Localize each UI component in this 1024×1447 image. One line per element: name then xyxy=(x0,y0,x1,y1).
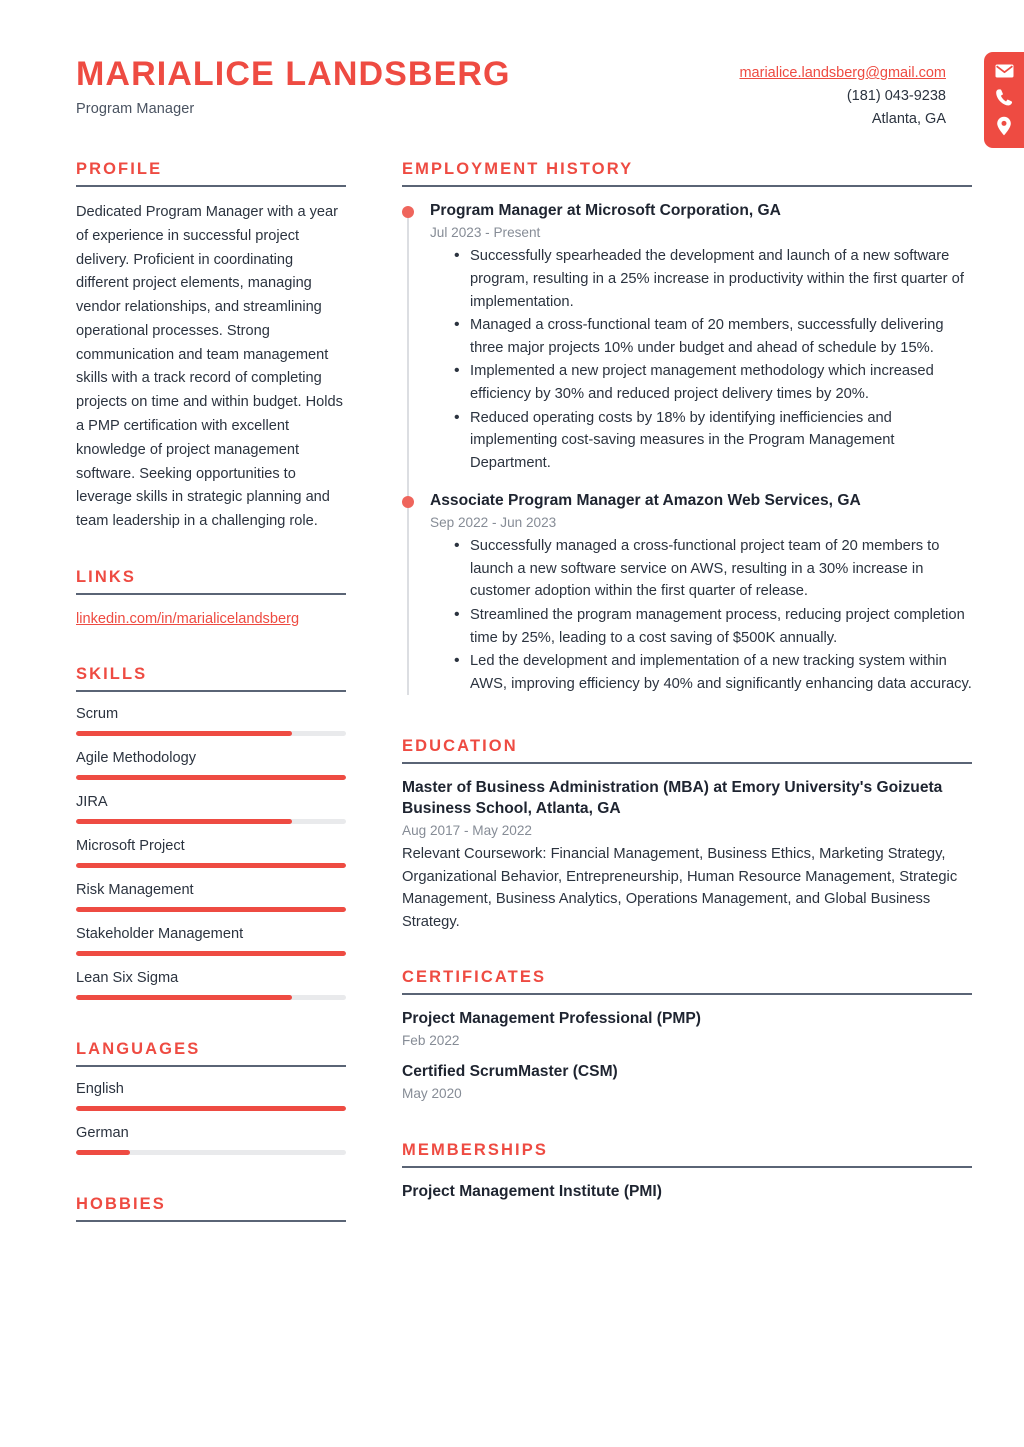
section-title-links: LINKS xyxy=(76,567,136,586)
skill-label: JIRA xyxy=(76,793,108,810)
spacer xyxy=(76,639,346,665)
employment-entry xyxy=(402,491,972,696)
section-divider xyxy=(76,593,346,595)
section-title-hobbies: HOBBIES xyxy=(76,1194,166,1213)
spacer xyxy=(402,711,972,737)
section-divider xyxy=(76,690,346,692)
education-entry xyxy=(402,778,972,933)
spacer xyxy=(76,542,346,568)
language-bar-track xyxy=(76,1106,346,1111)
section-divider xyxy=(76,1065,346,1067)
section-languages xyxy=(76,1040,346,1155)
certificate-date: May 2020 xyxy=(402,1086,462,1102)
skill-bar-track xyxy=(76,819,346,824)
language-bar-fill xyxy=(76,1150,130,1155)
section-skills xyxy=(76,665,346,1000)
section-title-skills: SKILLS xyxy=(76,664,148,683)
spacer xyxy=(402,942,972,968)
skill-item xyxy=(76,706,346,736)
skill-bar-fill xyxy=(76,819,292,824)
skill-label: Agile Methodology xyxy=(76,749,197,766)
skill-item xyxy=(76,970,346,1000)
section-divider xyxy=(402,762,972,764)
location-pin-icon xyxy=(996,116,1012,136)
timeline-dot-icon xyxy=(402,206,414,218)
resume-header xyxy=(0,0,1024,160)
bullet-item: • Managed a cross-functional team of 20 members, successfully delivering three major projects 10% under budget and ahead of schedule by 15%. xyxy=(454,314,972,359)
section-profile xyxy=(76,160,346,534)
skill-label: Microsoft Project xyxy=(76,837,185,854)
employment-timeline xyxy=(402,201,972,695)
bullet-item: • Streamlined the program management process, reducing project completion time by 25%, leading to a cost saving of $500K annually. xyxy=(454,604,972,649)
skill-bar-fill xyxy=(76,907,346,912)
skill-item xyxy=(76,882,346,912)
language-item xyxy=(76,1125,346,1155)
page-title: MARIALICE LANDSBERG xyxy=(76,55,511,93)
language-bar-fill xyxy=(76,1106,346,1111)
skill-bar-track xyxy=(76,951,346,956)
employment-bullets xyxy=(430,535,972,695)
skill-item xyxy=(76,794,346,824)
contact-icon-bar xyxy=(984,52,1024,148)
employment-entry xyxy=(402,201,972,475)
section-divider xyxy=(76,1220,346,1222)
skill-bar-fill xyxy=(76,863,346,868)
sidebar-column xyxy=(76,160,346,1236)
skill-bar-track xyxy=(76,995,346,1000)
skill-bar-fill xyxy=(76,731,292,736)
skill-label: Risk Management xyxy=(76,881,194,898)
education-title: Master of Business Administration (MBA) at Emory University's Goizueta Business School, Atlanta, GA xyxy=(402,779,943,817)
certificate-title: Certified ScrumMaster (CSM) xyxy=(402,1062,618,1080)
skill-label: Lean Six Sigma xyxy=(76,969,179,986)
membership-title: Project Management Institute (PMI) xyxy=(402,1183,662,1201)
contact-email[interactable]: marialice.landsberg@gmail.com xyxy=(739,65,946,81)
contact-location: Atlanta, GA xyxy=(871,110,946,127)
language-label: English xyxy=(76,1080,124,1097)
main-column xyxy=(402,160,972,1216)
employment-date: Jul 2023 - Present xyxy=(430,225,541,241)
skill-bar-fill xyxy=(76,775,346,780)
employment-title: Program Manager at Microsoft Corporation, GA xyxy=(430,202,781,219)
skill-bar-track xyxy=(76,907,346,912)
certificate-title: Project Management Professional (PMP) xyxy=(402,1009,701,1027)
phone-icon xyxy=(995,88,1014,107)
section-title-memberships: MEMBERSHIPS xyxy=(402,1141,548,1160)
spacer xyxy=(402,1115,972,1141)
section-divider xyxy=(402,1166,972,1168)
skill-bar-track xyxy=(76,775,346,780)
skill-bar-track xyxy=(76,863,346,868)
resume-body xyxy=(0,160,1024,1236)
section-links xyxy=(76,568,346,631)
employment-bullets xyxy=(430,245,972,474)
section-memberships xyxy=(402,1141,972,1202)
certificate-date: Feb 2022 xyxy=(402,1032,460,1048)
spacer xyxy=(76,1169,346,1195)
section-title-profile: PROFILE xyxy=(76,160,163,178)
membership-entry xyxy=(402,1182,972,1202)
section-title-education: EDUCATION xyxy=(402,737,518,756)
section-divider xyxy=(76,185,346,187)
section-divider xyxy=(402,993,972,995)
section-title-certificates: CERTIFICATES xyxy=(402,967,547,986)
envelope-icon xyxy=(995,64,1014,78)
section-certificates xyxy=(402,968,972,1102)
bullet-item: • Implemented a new project management methodology which increased efficiency by 30% and reduced project delivery times by 20%. xyxy=(454,360,972,405)
section-title-languages: LANGUAGES xyxy=(76,1039,201,1058)
education-description: Relevant Coursework: Financial Management, Business Ethics, Marketing Strategy, Organizational Behavior, Entrepreneurship, Human Resource Management, Strategic Management, Business Analytics, Operations Management, and Global Business Strategy. xyxy=(402,845,958,930)
language-item xyxy=(76,1081,346,1111)
name-block xyxy=(76,56,511,117)
section-title-employment: EMPLOYMENT HISTORY xyxy=(402,160,634,178)
profile-summary-text: Dedicated Program Manager with a year of experience in successful project delivery. Proficient in coordinating different project elements, managing vendor relationships, and streamlining operational processes. Strong communication and team management skills with a track record of completing projects on time and within budget. Holds a PMP certification with excellent knowledge of project management software. Seeking opportunities to leverage skills in strategic planning and team leadership in a challenging role. xyxy=(76,204,343,530)
link-item-linkedin[interactable]: linkedin.com/in/marialicelandsberg xyxy=(76,610,300,627)
section-hobbies xyxy=(76,1195,346,1222)
skill-item xyxy=(76,750,346,780)
skill-label: Scrum xyxy=(76,705,119,722)
skill-bar-fill xyxy=(76,995,292,1000)
contact-details xyxy=(739,62,946,131)
language-bar-track xyxy=(76,1150,346,1155)
education-date: Aug 2017 - May 2022 xyxy=(402,822,532,838)
certificate-entry xyxy=(402,1009,972,1048)
header-job-title: Program Manager xyxy=(76,101,195,118)
spacer xyxy=(76,1014,346,1040)
contact-phone: (181) 043-9238 xyxy=(846,87,946,104)
language-label: German xyxy=(76,1124,129,1141)
bullet-item: • Led the development and implementation of a new tracking system within AWS, improving efficiency by 40% and significantly enhancing data accuracy. xyxy=(454,650,972,695)
timeline-dot-icon xyxy=(402,496,414,508)
skill-bar-track xyxy=(76,731,346,736)
section-divider xyxy=(402,185,972,187)
section-education xyxy=(402,737,972,933)
bullet-item: • Reduced operating costs by 18% by identifying inefficiencies and implementing cost-saving measures in the Program Management Department. xyxy=(454,407,972,475)
skill-item xyxy=(76,838,346,868)
skill-bar-fill xyxy=(76,951,346,956)
skill-label: Stakeholder Management xyxy=(76,925,244,942)
employment-title: Associate Program Manager at Amazon Web Services, GA xyxy=(430,491,861,509)
section-employment-history xyxy=(402,160,972,695)
bullet-item: • Successfully spearheaded the development and launch of a new software program, resulting in a 25% increase in productivity within the first quarter of implementation. xyxy=(454,245,972,313)
employment-date: Sep 2022 - Jun 2023 xyxy=(430,514,557,530)
skill-item xyxy=(76,926,346,956)
bullet-item: • Successfully managed a cross-functional project team of 20 members to launch a new software service on AWS, resulting in a 30% increase in customer adoption within the first quarter of release. xyxy=(454,535,972,603)
certificate-entry xyxy=(402,1062,972,1101)
